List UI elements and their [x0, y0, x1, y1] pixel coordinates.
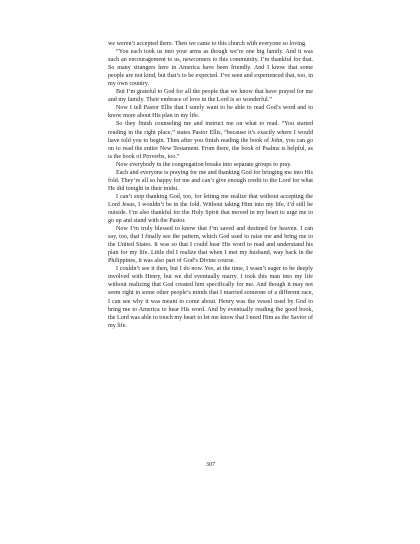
body-text	[108, 40, 313, 330]
page-number: 307	[205, 462, 216, 468]
paragraph: Each and everyone is praying for me and thanking God for bringing me into His fold. They’re all so happy for me and can’t give enough credit to the Lord for what He did tonight in their midst.	[108, 169, 313, 192]
paragraph: Now I tell Pastor Ellis that I surely want to be able to read God’s word and to know more about His plan in my life.	[108, 105, 313, 120]
paragraph: I can’t stop thanking God, too, for letting me realize that without accepting the Lord Jesus, I wouldn’t be in the fold. Without taking Him into my life, I’d still be outside. I’m also thankful for the Holy Spirit that moved in my heart to urge me to go up and stand with the Pastor.	[108, 193, 313, 225]
paragraph: Now everybody in the congregation breaks into separate groups to pray.	[116, 161, 292, 168]
paragraph: So they finish counseling me and instruct me on what to read. “You started reading in the right place,” states Pastor Ellis, “because it’s exactly where I would have told you to begin. Then after you finish reading the book of John, you can go on to read the entire New Testament. From there, the book of Psalms is helpful, as is the book of Proverbs, too.”	[108, 121, 313, 160]
paragraph: But I’m grateful to God for all the people that we know that have prayed for me and my family. Their embrace of love in the Lord is so wonderful.”	[108, 89, 313, 104]
paragraph: I couldn’t see it then, but I do now. Yes, at the time, I wasn’t eager to be deeply involved with Henry, but we did eventually marry. I took this man into my life without realizing that God created him specifically for me. And though it may not seem right in some other people’s minds that I married someone of a different race, I can see why it was meant to come about. Henry was the vessel used by God to bring me to America to hear His word. And by eventually reading the good book, the Lord was able to touch my heart to let me know that I need Him as the Savior of my life.	[108, 266, 313, 329]
paragraph: we weren’t accepted there. Then we came to this church with everyone so loving.	[108, 41, 307, 47]
book-page	[108, 40, 313, 468]
paragraph: “You each took us into your arms as though we’re one big family. And it was such an encouragement to us, newcomers to this community. I’m thankful for that. So many strangers here in America have been friendly. And I know that some people are not kind, but that’s to be expected. I’ve seen and experienced that, too, in my own country.	[108, 49, 313, 88]
paragraph: Now I’m truly blessed to know that I’m saved and destined for heaven. I can say, too, that I finally see the pattern, which God used to raise me and bring me to the United States. It was so that I could hear His word to read and understand his plan for my life. Little did I realize that when I met my husband, way back in the Philippines, it was also part of God’s Divine course.	[108, 226, 313, 265]
